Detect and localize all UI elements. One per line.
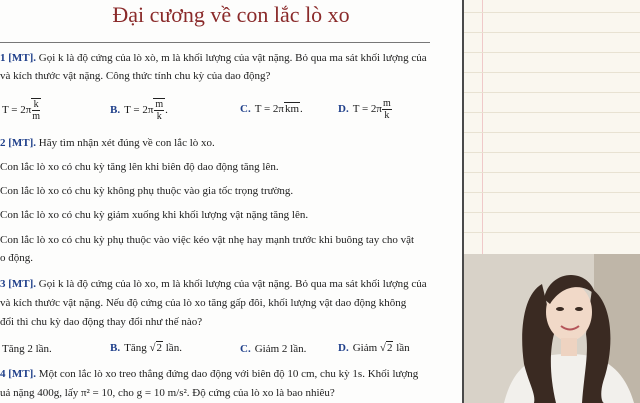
q1-a-prefix: T = 2π: [2, 104, 32, 117]
title-divider: [0, 42, 430, 43]
q4-text-2: uả nặng 400g, lấy π² = 10, cho g = 10 m/s². Độ cứng của lò xo là bao nhiêu?: [0, 387, 335, 399]
q3-line-1: [0, 278, 427, 290]
q1-b-key: B.: [110, 104, 121, 117]
q3-text-1: Gọi k là độ cứng của lò xo, m là khối lượng của vật nặng. Bỏ qua ma sát khối lượng của: [38, 278, 427, 290]
q3-b-radicand: 2: [156, 342, 162, 354]
q2-label: 2 [MT].: [0, 137, 37, 149]
q1-a-num: k: [33, 99, 39, 110]
q2-option-b: Con lắc lò xo có chu kỳ không phụ thuộc vào gia tốc trọng trường.: [0, 185, 294, 197]
q3-label: 3 [MT].: [0, 278, 37, 290]
q1-c-radicand: km: [284, 103, 300, 115]
q1-d-num: m: [382, 98, 391, 109]
q1-label: 1 [MT].: [0, 52, 37, 64]
q4-label: 4 [MT].: [0, 368, 37, 380]
q4-text-1: Một con lắc lò xo treo thẳng đứng dao động với biên độ 10 cm, chu kỳ 1s. Khối lượng: [38, 368, 419, 380]
q3-d-key: D.: [338, 342, 349, 354]
q1-option-b: [110, 98, 168, 122]
q3-text-3: đổi thì chu kỳ dao động thay đổi như thế nào?: [0, 316, 203, 328]
q3-d-prefix: Giảm: [352, 342, 378, 354]
q2-line: [0, 137, 215, 149]
q4-line-1: [0, 368, 418, 380]
q2-option-d-1: Con lắc lò xo có chu kỳ phụ thuộc vào việc kéo vật nhẹ hay mạnh trước khi buông tay cho vật: [0, 234, 415, 246]
q3-d-post: lần: [396, 342, 410, 354]
q3-b-key: B.: [110, 342, 121, 354]
q1-option-d: [338, 98, 392, 121]
q1-option-c: [240, 102, 303, 115]
q3-d-radicand: 2: [386, 342, 393, 354]
q1-d-prefix: T = 2π: [352, 103, 382, 116]
q1-d-key: D.: [338, 103, 349, 116]
q1-line-1: [0, 52, 427, 64]
q2-option-c: Con lắc lò xo có chu kỳ giảm xuống khi khối lượng vật nặng tăng lên.: [0, 209, 309, 221]
q3-option-b: B. Tăng √2 lần.: [110, 342, 182, 354]
q3-b-prefix: Tăng: [124, 342, 147, 354]
q1-b-den: k: [156, 111, 162, 122]
q3-c-key: C.: [240, 343, 251, 355]
q3-b-post: lần.: [165, 342, 182, 354]
q1-c-prefix: T = 2π: [254, 103, 284, 115]
q1-b-post: .: [165, 104, 168, 117]
presenter-image: [464, 254, 640, 403]
q1-text-1: Gọi k là độ cứng của lò xò, m là khối lượng của vật nặng. Bỏ qua ma sát khối lượng của: [38, 52, 427, 64]
q2-option-a: Con lắc lò xo có chu kỳ tăng lên khi biên độ dao động tăng lên.: [0, 161, 279, 173]
q2-option-d-2: o động.: [0, 252, 33, 264]
notebook-margin-line: [482, 0, 483, 254]
q3-c-text: Giảm 2 lần.: [254, 343, 307, 355]
page-title: Đại cương về con lắc lò xo: [112, 2, 350, 27]
q2-text: Hãy tìm nhận xét đúng về con lắc lò xo.: [38, 137, 215, 149]
webcam-video: [464, 254, 640, 403]
q1-c-key: C.: [240, 103, 251, 115]
q3-option-a: Tăng 2 lần.: [2, 343, 52, 355]
q3-option-d: D. Giảm √2 lần: [338, 342, 410, 354]
q1-option-a: [2, 98, 41, 122]
q1-text-2: và kích thước vật nặng. Công thức tính chu kỳ của dao động?: [0, 70, 271, 82]
q1-d-den: k: [384, 110, 390, 121]
notebook-panel: [464, 0, 640, 254]
q1-a-den: m: [32, 111, 41, 122]
q3-option-c: [240, 343, 306, 355]
q1-b-prefix: T = 2π: [124, 104, 154, 117]
q1-c-post: .: [300, 103, 303, 115]
q1-b-num: m: [155, 99, 164, 110]
q3-text-2: và kích thước vật nặng. Nếu độ cứng của lò xo tăng gấp đôi, khối lượng vật dao động không: [0, 297, 407, 309]
